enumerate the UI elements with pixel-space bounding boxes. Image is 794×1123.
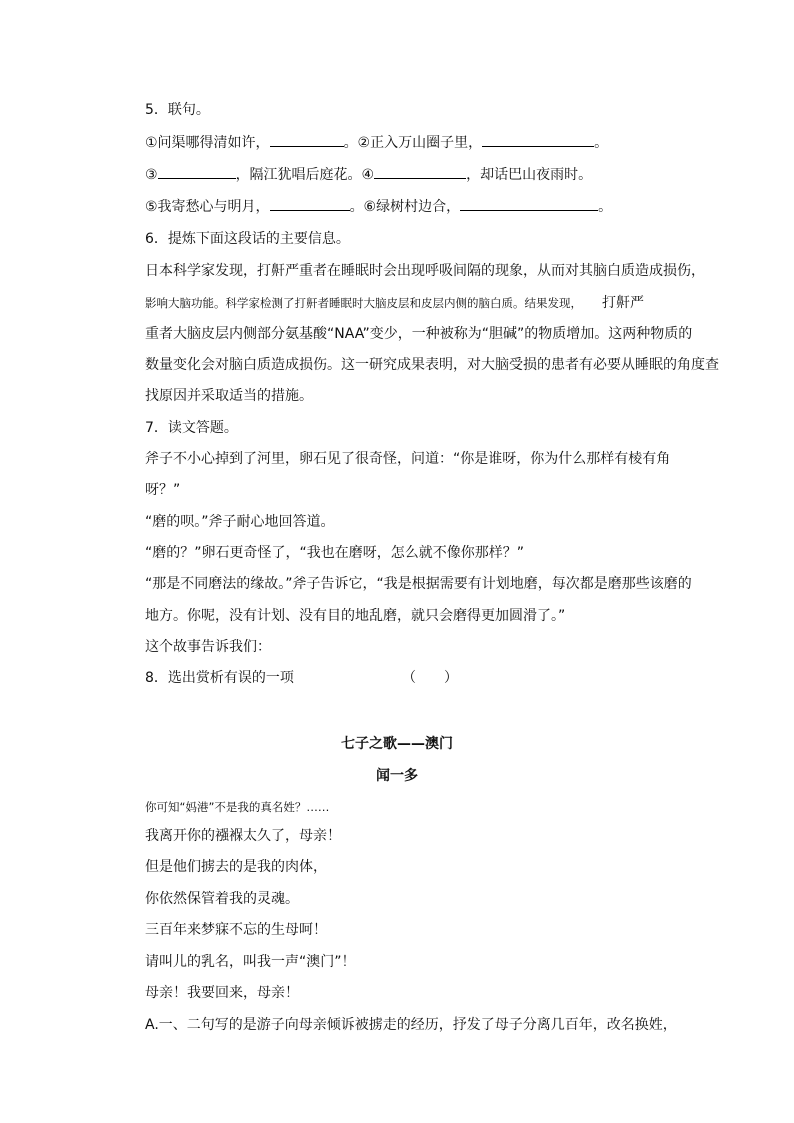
q7-story-line-2: 呀？” [145,482,181,498]
question-5-line-3 [145,197,612,217]
option-a: A.一、二句写的是游子向母亲倾诉被掳走的经历，抒发了母子分离几百年，改名换姓， [145,1017,677,1033]
q6-paragraph-line-3: 重者大脑皮层内侧部分氨基酸“NAA”变少，一种被称为“胆碱”的物质增加。这两种物质的 [145,326,693,342]
q6-paragraph-line-1: 日本科学家发现，打鼾严重者在睡眠时会出现呼吸间隔的现象，从而对其脑白质造成损伤， [145,263,705,279]
answer-blank-1[interactable] [270,133,344,147]
poem-line-1: 你可知“妈港”不是我的真名姓？…… [145,800,330,814]
poem-line-4: 你依然保管着我的灵魂。 [145,891,299,907]
answer-parentheses[interactable]: （ ） [402,670,458,686]
question-5-line-1 [145,133,608,153]
q7-story-line-6: 地方。你呢，没有计划、没有目的地乱磨，就只会磨得更加圆滑了。” [145,608,566,624]
question-6-title: 6．提炼下面这段话的主要信息。 [145,231,350,247]
question-5-line-2 [145,165,592,185]
poem-line-3: 但是他们掳去的是我的肉体， [145,859,327,875]
verse-4: ，却话巴山夜雨时。 [466,167,593,183]
verse-3: ，隔江犹唱后庭花。④ [235,167,375,183]
verse-2: 。②正入万山圈子里， [343,135,483,151]
q7-prompt: 这个故事告诉我们： [145,639,271,655]
question-5-title: 5．联句。 [145,102,210,118]
question-7-title: 7．读文答题。 [145,420,238,436]
poem-author: 闻一多 [376,768,418,784]
verse-6: 。⑥绿树村边合， [349,199,461,215]
verse-3-num: ③ [145,167,158,183]
poem-line-5: 三百年来梦寐不忘的生母呵！ [145,922,327,938]
verse-1: ①问渠哪得清如许， [145,135,270,151]
q7-story-line-3: “磨的呗。”斧子耐心地回答道。 [145,514,335,530]
answer-blank-6[interactable] [460,197,598,211]
answer-blank-3[interactable] [158,165,236,179]
question-8-title: 8．选出赏析有误的一项 [145,670,294,686]
q6-paragraph-line-5: 找原因并采取适当的措施。 [145,388,313,404]
verse-6-end: 。 [598,199,613,215]
answer-blank-4[interactable] [374,165,466,179]
q7-story-line-1: 斧子不小心掉到了河里，卵石见了很奇怪，问道：“你是谁呀，你为什么那样有棱有角 [145,451,671,467]
q6-line-2-end: 打鼾严 [602,295,644,311]
poem-line-2: 我离开你的襁褓太久了，母亲！ [145,828,341,844]
poem-title: 七子之歌——澳门 [341,736,453,752]
verse-5: ⑤我寄愁心与明月， [145,199,270,215]
answer-blank-2[interactable] [482,133,594,147]
poem-line-6: 请叫儿的乳名，叫我一声“澳门”！ [145,954,356,970]
q6-paragraph-line-2 [145,293,644,313]
answer-blank-5[interactable] [270,197,350,211]
verse-2-end: 。 [594,135,609,151]
q7-story-line-5: “那是不同磨法的缘故。”斧子告诉它，“我是根据需要有计划地磨，每次都是磨那些该磨的 [145,576,692,592]
q6-paragraph-line-4: 数量变化会对脑白质造成损伤。这一研究成果表明，对大脑受损的患者有必要从睡眠的角度查 [145,357,719,373]
poem-line-7: 母亲！我要回来，母亲！ [145,985,299,1001]
q6-line-2-text: 影响大脑功能。科学家检测了打鼾者睡眠时大脑皮层和皮层内侧的脑白质。结果发现， [145,296,582,310]
q7-story-line-4: “磨的？”卵石更奇怪了，“我也在磨呀，怎么就不像你那样？” [145,545,525,561]
